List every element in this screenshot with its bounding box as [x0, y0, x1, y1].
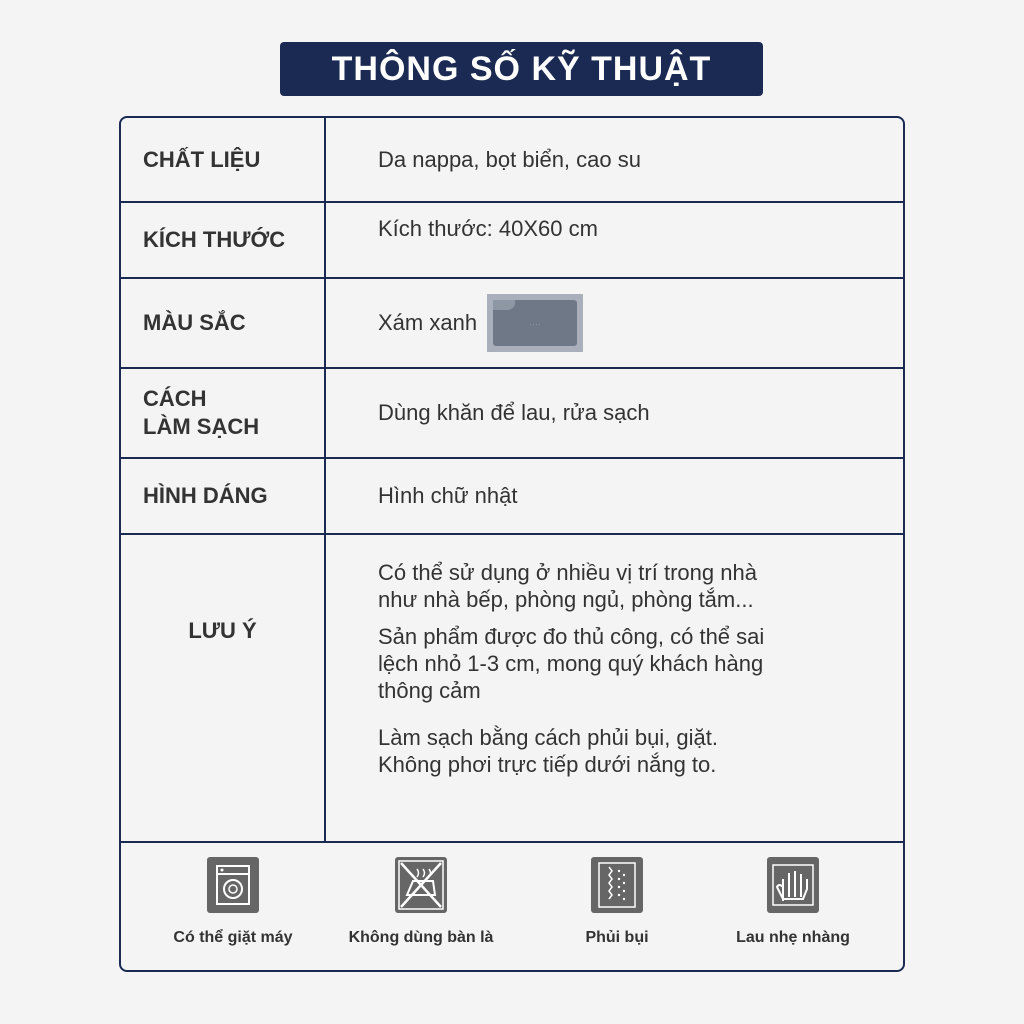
row-value — [326, 279, 903, 367]
row-label — [121, 369, 326, 457]
row-label-line: CÁCH — [143, 386, 207, 411]
svg-text:· · · ·: · · · · — [529, 322, 541, 328]
washing-machine-icon — [207, 857, 259, 913]
care-item-machine-wash — [133, 857, 333, 947]
note-paragraph — [378, 724, 764, 778]
color-name: Xám xanh — [378, 310, 478, 335]
row-value: Kích thước: 40X60 cm — [378, 216, 598, 241]
care-item-no-iron — [321, 857, 521, 947]
note-text — [326, 535, 764, 841]
note-line: Có thể sử dụng ở nhiều vị trí trong nhà — [378, 560, 757, 585]
row-label: KÍCH THƯỚC — [121, 203, 326, 277]
row-label: HÌNH DÁNG — [121, 459, 326, 533]
row-label: MÀU SẮC — [121, 279, 326, 367]
product-color-swatch-image — [487, 294, 583, 352]
note-paragraph — [378, 559, 764, 613]
note-line: Không phơi trực tiếp dưới nắng to. — [378, 752, 717, 777]
care-label: Có thể giặt máy — [173, 929, 293, 946]
spec-row-shape — [121, 459, 903, 535]
spec-row-cleaning — [121, 369, 903, 459]
row-label-line: LÀM SẠCH — [143, 414, 260, 439]
note-paragraph — [378, 623, 764, 704]
spec-row-size — [121, 203, 903, 279]
care-label: Lau nhẹ nhàng — [736, 929, 850, 946]
note-line: như nhà bếp, phòng ngủ, phòng tắm... — [378, 587, 754, 612]
spec-row-note — [121, 535, 903, 843]
row-value: Da nappa, bọt biển, cao su — [378, 146, 641, 172]
note-line: thông cảm — [378, 678, 481, 703]
spec-row-material — [121, 118, 903, 203]
note-line: lệch nhỏ 1-3 cm, mong quý khách hàng — [378, 651, 764, 676]
dust-brush-icon — [591, 857, 643, 913]
row-value: Hình chữ nhật — [378, 483, 518, 508]
care-item-gentle-wipe — [693, 857, 893, 947]
care-label: Phủi bụi — [585, 929, 649, 946]
no-iron-icon — [395, 857, 447, 913]
hand-wipe-icon — [767, 857, 819, 913]
page-title: THÔNG SỐ KỸ THUẬT — [280, 42, 763, 96]
care-icons-row — [121, 839, 903, 970]
row-label: CHẤT LIỆU — [121, 118, 326, 201]
row-label: LƯU Ý — [121, 535, 326, 841]
note-line: Sản phẩm được đo thủ công, có thể sai — [378, 624, 765, 649]
spec-row-color — [121, 279, 903, 369]
care-label: Không dùng bàn là — [348, 929, 494, 946]
row-value: Dùng khăn để lau, rửa sạch — [378, 400, 650, 425]
care-item-dust-brush — [517, 857, 717, 947]
spec-table — [119, 116, 905, 972]
note-line: Làm sạch bằng cách phủi bụi, giặt. — [378, 725, 719, 750]
